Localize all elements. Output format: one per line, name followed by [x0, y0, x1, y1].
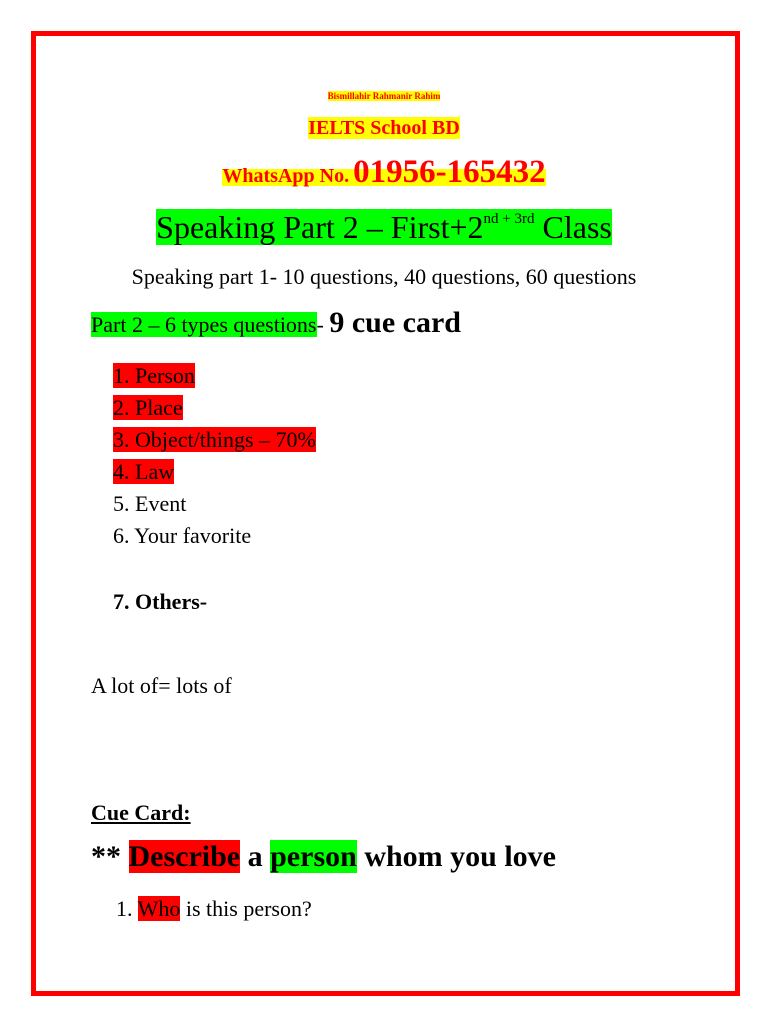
part2-label: Part 2 – 6 types questions: [91, 312, 317, 337]
list-item-text: 7. Others-: [113, 589, 208, 614]
whatsapp-line: [0, 154, 768, 191]
page-title: [0, 209, 768, 246]
question-who: Who: [137, 896, 181, 921]
cue-card-prompt: [91, 840, 556, 874]
cue-question: [116, 896, 312, 922]
question-number: 1.: [116, 896, 138, 921]
bismillah-line: [0, 91, 768, 101]
part2-summary: [91, 306, 461, 340]
title-end: Class: [534, 209, 612, 245]
list-item-text: 4. Law: [113, 459, 175, 484]
prompt-rest: whom you love: [356, 840, 556, 873]
bismillah-text: Bismillahir Rahmanir Rahim: [327, 91, 441, 101]
school-name-text: IELTS School BD: [308, 117, 460, 139]
list-item-text: 1. Person: [113, 363, 195, 388]
prompt-describe: Describe: [128, 840, 241, 873]
title-sup: nd + 3rd: [483, 211, 535, 227]
list-item: [113, 523, 251, 549]
list-item: [113, 491, 186, 517]
list-item-text: 2. Place: [113, 395, 183, 420]
page-title-highlight: [156, 209, 612, 245]
cue-card-heading: Cue Card:: [91, 800, 191, 825]
list-item: [113, 363, 195, 389]
part2-dash: -: [316, 312, 330, 337]
cue-card-count: 9 cue card: [329, 306, 461, 339]
list-item: [113, 427, 316, 453]
list-item-text: 3. Object/things – 70%: [113, 427, 316, 452]
note-line: A lot of= lots of: [91, 673, 232, 698]
list-item-text: 6. Your favorite: [113, 523, 252, 548]
list-item: [113, 395, 183, 421]
prompt-a: a: [240, 840, 271, 873]
whatsapp-highlight: [222, 154, 546, 190]
whatsapp-label: WhatsApp No.: [222, 165, 350, 187]
question-rest: is this person?: [180, 896, 312, 921]
list-item-text: 5. Event: [113, 491, 187, 516]
list-item: [113, 589, 207, 615]
whatsapp-number: 01956-165432: [353, 154, 546, 190]
part1-summary: Speaking part 1- 10 questions, 40 questions, 60 questions: [131, 264, 637, 289]
school-name: [0, 117, 768, 140]
title-main: Speaking Part 2 – First+2: [156, 209, 484, 245]
prompt-stars: **: [91, 840, 129, 873]
prompt-person: person: [270, 840, 357, 873]
list-item: [113, 459, 174, 485]
